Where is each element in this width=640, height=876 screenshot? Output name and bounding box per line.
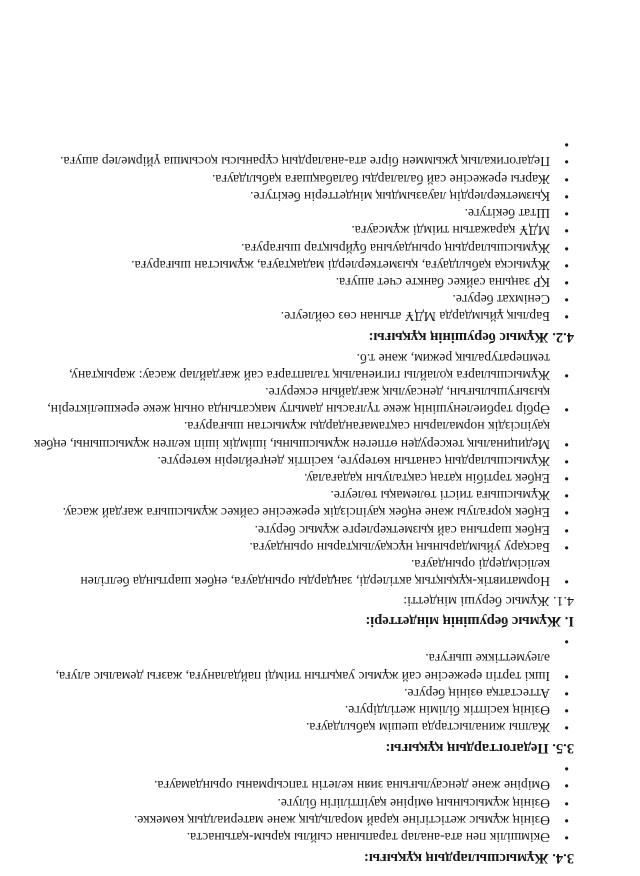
- list-item: • Өзінің жұмысының өміріне қауіптілігін білуге.: [26, 794, 574, 811]
- list-item: • Өзінің кәсіптік білімін жетілдіруге.: [26, 702, 574, 719]
- list-item: • Барлық ұйымдарда МДҰ атынан сөз сөйлеуге.: [26, 308, 574, 325]
- list-item: • Жұмысшылардың орындауына бұйрықтар шығаруға.: [26, 239, 574, 256]
- list-item: • Педагогикалық ұжыммен бірге ата-аналардың сұранысы қосымша үйірмелер ашуға.: [26, 153, 574, 170]
- page-content: [26, 132, 574, 866]
- list-item: • Ішкі тәртіп ережесіне сай жұмыс уақытын тиімді пайдалануға, жазғы демалыс алуға, әлеуметтікке шығуға.: [26, 650, 574, 684]
- list-item: • Жарғы ережесіне сай балаларды балабақшаға қабылдауға.: [26, 171, 574, 188]
- empty-bullet: [26, 136, 574, 153]
- bullet-list: [26, 349, 574, 590]
- bullet-list: [26, 760, 574, 846]
- list-item: • Аттестатқа өзінің беруге.: [26, 685, 574, 702]
- list-item: • Әрбір тәрбиеленушінің жеке түлғасын дамыту мақсатында оның жеке ерекшеліктерін, қызығушылығын, денсаулық жағдайын ескеруге.: [26, 384, 574, 418]
- empty-bullet: [26, 633, 574, 650]
- list-item: • Жұмысшыларға қолайлы гигиеналық талаптарға сай жағдайлар жасау: жарықтану, температуралық режим, және т.б.: [26, 349, 574, 383]
- section-employer-rights: [26, 136, 574, 345]
- section-title: 4.2. Жұмыс берушінің құқығы:: [368, 329, 574, 346]
- section-title: I. Жұмыс берушінің міндеттері:: [365, 613, 574, 630]
- list-item: • Басқару уйымдарының нұсқаулықтарын орындауға.: [26, 539, 574, 556]
- list-item: • ҚР заңына сәйкес банкте счет ашуға.: [26, 274, 574, 291]
- list-item: • Нормативтік-құқықтық актілерді, заңдарды орындауға, еңбек шартында белгілен келісімдерді орындауға.: [26, 556, 574, 590]
- list-item: • Еңбек қорғалуы және еңбек қауіпсіздік ережесіне сәйкес жұмысшыға жағдай жасау.: [26, 504, 574, 521]
- list-item: • Штат бекітуге.: [26, 205, 574, 222]
- list-item: • МДҰ қаражатын тиімді жұмсауға.: [26, 222, 574, 239]
- list-item: • Өзінің жұмыс жетістігіне қарай моральдық және материалдық көмекке.: [26, 812, 574, 829]
- section-title: 3.4. Жұмысшылардың құқығы:: [363, 850, 574, 866]
- list-item: • Медициналық тексеруден өтпеген жұмысшыны, ішімдік ішіп келген жұмысшыны, еңбек қауіпсіздік нормаларын сақтамағандарды жұмыстан шығаруға.: [26, 418, 574, 452]
- list-item: • Өмірінe және денсаулығына зиян келетін тапсырманы орындамауға.: [26, 777, 574, 794]
- section-teacher-rights: [26, 633, 574, 756]
- list-item: • Жұмысшыға тиісті төлемақы төлеуге.: [26, 487, 574, 504]
- bullet-list: [26, 633, 574, 736]
- list-item: • Жалпы жиналыстарда шешім қабылдауға.: [26, 719, 574, 736]
- empty-bullet: [26, 760, 574, 777]
- section-employer-duties: [26, 349, 574, 629]
- list-item: • Жұмысқа қабылдауға, қызметкерлерді мадақтауға, жұмыстан шығаруға.: [26, 257, 574, 274]
- list-item: • Жұмысшылардың санатын көтеруге, кәсіптік деңгейлерін көтеруге.: [26, 453, 574, 470]
- list-item: • Әкімшілік пен ата-аналар тарапынан сыйлы қарым-қатынаста.: [26, 829, 574, 846]
- list-item: • Еңбек шартына сай қызметкерлерге жұмыс беруге.: [26, 521, 574, 538]
- section-subtitle: 4.1. Жұмыс беруші міндетті:: [403, 593, 574, 609]
- section-employee-rights: [26, 760, 574, 866]
- list-item: • Еңбек тәртібін қатаң сақталуын қадағалау.: [26, 470, 574, 487]
- list-item: • Қызметкерлердің лауазымдық міндеттерін бекітуге.: [26, 188, 574, 205]
- bullet-list: [26, 136, 574, 325]
- section-title: 3.5. Педагогтардың құқығы:: [385, 740, 574, 757]
- list-item: • Сенімхат беруге.: [26, 291, 574, 308]
